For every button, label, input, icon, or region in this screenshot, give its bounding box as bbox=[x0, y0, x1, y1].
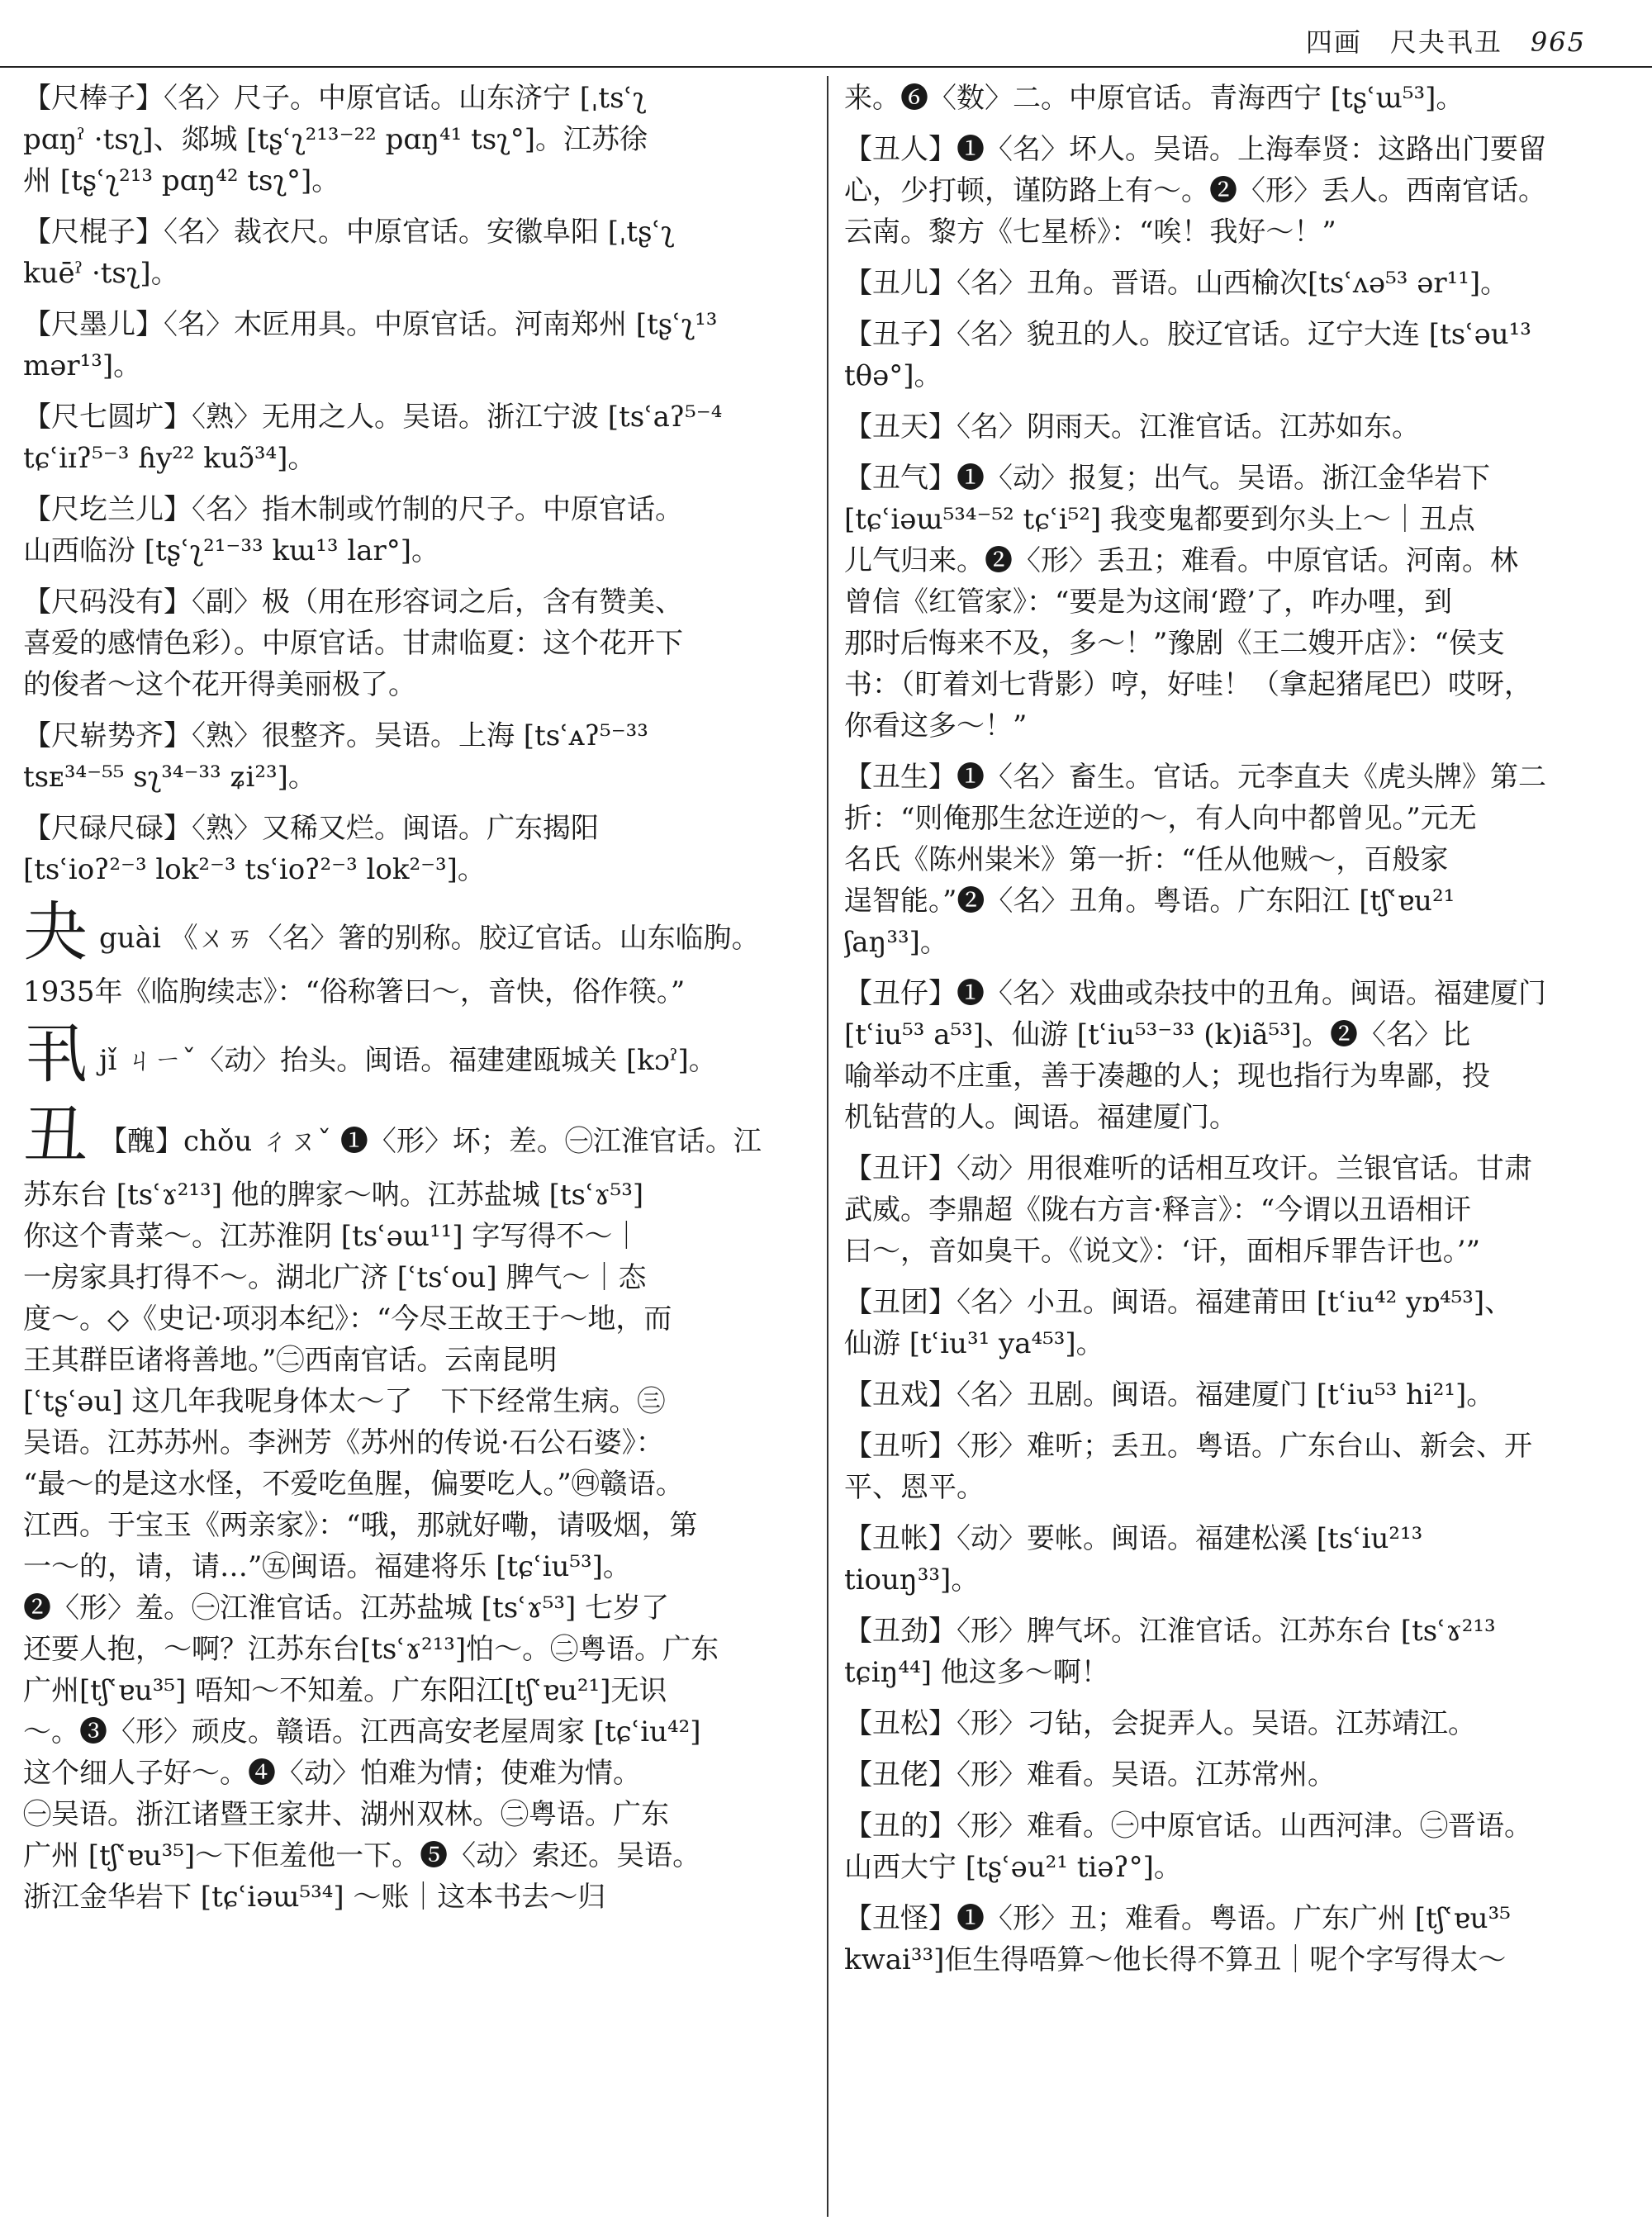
entry-text-line: tɕʿiɪʔ⁵⁻³ ɦy²² kuɔ̃³⁴]。 bbox=[23, 442, 316, 475]
entry-headword-line: 【丑的】〈形〉难看。㊀中原官话。山西河津。㊁晋语。 bbox=[844, 1810, 1532, 1843]
entry-text-line: [tʿiu⁵³ a⁵³]、仙游 [tʿiu⁵³⁻³³ (k)iã⁵³]。❷〈名〉比 bbox=[844, 1018, 1471, 1051]
head-character-entry bbox=[23, 895, 812, 1013]
entry-headword-line: 【丑怪】❶〈形〉丑；难看。粤语。广东广州 [tʃʿɐu³⁵ bbox=[844, 1902, 1511, 1935]
entry-text-line: [tsʿioʔ²⁻³ lok²⁻³ tsʿioʔ²⁻³ lok²⁻³]。 bbox=[23, 853, 486, 886]
entry-text-line: 曰～，音如臭干。《说文》：‘讦，面相斥罪告讦也。’” bbox=[844, 1235, 1480, 1268]
page-number: 965 bbox=[1530, 26, 1586, 58]
dictionary-entry bbox=[844, 757, 1637, 963]
entry-headword-line: 【尺碌尺碌】〈熟〉又稀又烂。闽语。广东揭阳 bbox=[23, 812, 599, 845]
entry-headword-line: 【丑儿】〈名〉丑角。晋语。山西榆次[tsʿʌə⁵³ ər¹¹]。 bbox=[844, 267, 1509, 300]
entry-headword-line: 【丑子】〈名〉貌丑的人。胶辽官话。辽宁大连 [tsʿəu¹³ bbox=[844, 318, 1531, 351]
entry-headword-line: 【丑人】❶〈名〉坏人。吴语。上海奉贤：这路出门要留 bbox=[844, 133, 1546, 166]
entry-headword-line: 【丑生】❶〈名〉畜生。官话。元李直夫《虎头牌》第二 bbox=[844, 761, 1546, 794]
entry-text-line bbox=[23, 1098, 812, 1174]
dictionary-entry bbox=[844, 1426, 1637, 1508]
head-character: 夬 bbox=[23, 895, 88, 970]
running-head bbox=[1306, 21, 1586, 59]
entry-text-line: 吴语。江苏苏州。李洲芳《苏州的传说·石公石婆》： bbox=[23, 1426, 664, 1459]
dictionary-entry bbox=[844, 314, 1637, 396]
entry-text-line: 一～的，请，请…”㊄闽语。福建将乐 [tɕʿiu⁵³]。 bbox=[23, 1550, 631, 1583]
dictionary-entry bbox=[844, 129, 1637, 253]
entry-text-line: mər¹³]。 bbox=[23, 349, 142, 382]
entry-headword-line: 【尺圪兰儿】〈名〉指木制或竹制的尺子。中原官话。 bbox=[23, 493, 683, 526]
header-rule bbox=[0, 66, 1652, 68]
entry-text-line: tiouŋ³³]。 bbox=[844, 1563, 980, 1597]
entry-text-line: 喜爱的感情色彩）。中原官话。甘肃临夏：这个花开下 bbox=[23, 627, 683, 660]
entry-text-line: 苏东台 [tsʿɤ²¹³] 他的脾家～呐。江苏盐城 [tsʿɤ⁵³] bbox=[23, 1179, 644, 1212]
entry-text-line: 1935年《临朐续志》：“俗称箸曰～，音快，俗作筷。” bbox=[23, 975, 686, 1008]
entry-text-line: “最～的是这水怪，不爱吃鱼腥，偏要吃人。”㊃赣语。 bbox=[23, 1468, 684, 1501]
entry-text-line: 书：（盯着刘七背影）哼，好哇！（拿起猪尾巴）哎呀， bbox=[844, 668, 1532, 701]
entry-headword-line: 【丑戏】〈名〉丑剧。闽语。福建厦门 [tʿiu⁵³ hi²¹]。 bbox=[844, 1378, 1495, 1412]
right-entries bbox=[844, 78, 1637, 1981]
column-divider bbox=[827, 76, 828, 2217]
dictionary-entry bbox=[23, 78, 812, 202]
entry-headword-line: 【尺墨儿】〈名〉木匠用具。中原官话。河南郑州 [tʂʿʅ¹³ bbox=[23, 308, 718, 341]
dictionary-entry bbox=[844, 406, 1637, 448]
entry-text-line: tsᴇ³⁴⁻⁵⁵ sʅ³⁴⁻³³ ʑi²³]。 bbox=[23, 761, 316, 794]
head-character-entry bbox=[23, 1098, 812, 1918]
entry-text-line: 广州 [tʃʿɐu³⁵]～下佢羞他一下。❺〈动〉索还。吴语。 bbox=[23, 1839, 701, 1872]
entry-text-line: 那时后悔来不及，多～！”豫剧《王二嫂开店》：“侯支 bbox=[844, 627, 1505, 660]
dictionary-entry bbox=[23, 581, 812, 705]
entry-text-line: ʃaŋ³³]。 bbox=[844, 926, 948, 959]
entry-text-line: 仙游 [tʿiu³¹ ya⁴⁵³]。 bbox=[844, 1327, 1104, 1360]
page-header bbox=[50, 0, 1619, 64]
entry-text-line: kwai³³]佢生得唔算～他长得不算丑｜呢个字写得太～ bbox=[844, 1943, 1507, 1976]
entry-text-line: 浙江金华岩下 [tɕʿiəɯ⁵³⁴] ～账｜这本书去～归 bbox=[23, 1881, 606, 1914]
entry-headword-line: 【丑佬】〈形〉难看。吴语。江苏常州。 bbox=[844, 1758, 1336, 1791]
entry-text-line: 武威。李鼎超《陇右方言·释言》：“今谓以丑语相讦 bbox=[844, 1193, 1472, 1226]
dictionary-entry bbox=[844, 1518, 1637, 1601]
entry-text-line: 名氏《陈州粜米》第一折：“任从他贼～，百般家 bbox=[844, 843, 1449, 876]
dictionary-entry bbox=[844, 973, 1637, 1138]
dictionary-entry bbox=[844, 78, 1637, 119]
dictionary-entry bbox=[23, 396, 812, 479]
dictionary-entry bbox=[844, 1703, 1637, 1744]
entry-text-line: 山西大宁 [tʂʿəu²¹ tiəʔ°]。 bbox=[844, 1851, 1182, 1884]
entry-text-line: 江西。于宝玉《两亲家》：“哦，那就好嘞，请吸烟，第 bbox=[23, 1509, 698, 1542]
entry-text-line: 广州[tʃʿɐu³⁵] 唔知～不知羞。广东阳江[tʃʿɐu²¹]无识 bbox=[23, 1674, 667, 1707]
dictionary-entry bbox=[23, 808, 812, 890]
head-character: 丮 bbox=[23, 1018, 88, 1092]
entry-text-line: 机钻营的人。闽语。福建厦门。 bbox=[844, 1101, 1237, 1134]
entry-text-line: ㊀吴语。浙江诸暨王家井、湖州双林。㊁粤语。广东 bbox=[23, 1798, 669, 1831]
entry-text-line: 儿气归来。❷〈形〉丢丑；难看。中原官话。河南。林 bbox=[844, 544, 1518, 577]
entry-text-line: 的俊者～这个花开得美丽极了。 bbox=[23, 668, 416, 701]
entry-headword-line: 来。❻〈数〉二。中原官话。青海西宁 [tʂʿɯ⁵³]。 bbox=[844, 82, 1464, 115]
entry-headword-line: 【丑团】〈名〉小丑。闽语。福建莆田 [tʿiu⁴² yɒ⁴⁵³]、 bbox=[844, 1286, 1513, 1319]
entry-text-line: 逞智能。”❷〈名〉丑角。粤语。广东阳江 [tʃʿɐu²¹ bbox=[844, 885, 1455, 918]
entry-headword-line: 【丑听】〈形〉难听；丢丑。粤语。广东台山、新会、开 bbox=[844, 1430, 1532, 1463]
entry-definition: jǐ ㄐㄧˇ〈动〉抬头。闽语。福建建瓯城关 [kɔˀ]。 bbox=[99, 1044, 717, 1077]
entry-headword-line: 【丑劲】〈形〉脾气坏。江淮官话。江苏东台 [tsʿɤ²¹³ bbox=[844, 1615, 1496, 1648]
entry-headword-line: 【尺崭势齐】〈熟〉很整齐。吴语。上海 [tsʿᴀʔ⁵⁻³³ bbox=[23, 719, 648, 752]
entry-headword-line: 【丑帐】〈动〉要帐。闽语。福建松溪 [tsʿiu²¹³ bbox=[844, 1522, 1423, 1555]
entry-text-line bbox=[23, 1018, 812, 1094]
entry-text-line: [ʿtʂʿəu] 这几年我呢身体太～了 下下经常生病。㊂ bbox=[23, 1385, 666, 1418]
entry-headword-line: 【尺棒子】〈名〉尺子。中原官话。山东济宁 [ˌtsʿʅ bbox=[23, 82, 647, 115]
entry-definition: guài 《ㄨㄞ〈名〉箸的别称。胶辽官话。山东临朐。 bbox=[99, 922, 760, 955]
entry-headword-line: 【丑气】❶〈动〉报复；出气。吴语。浙江金华岩下 bbox=[844, 462, 1490, 495]
dictionary-entry bbox=[844, 1611, 1637, 1693]
entry-text-line: 你看这多～！” bbox=[844, 709, 1028, 743]
head-character-entry bbox=[23, 1018, 812, 1094]
entry-headword-line: 【尺码没有】〈副〉极（用在形容词之后，含有赞美、 bbox=[23, 586, 683, 619]
entry-text-line: 度～。◇《史记·项羽本纪》：“今尽王故王于～地，而 bbox=[23, 1302, 672, 1336]
entry-text-line: pɑŋˀ ·tsʅ]、郯城 [tʂʿʅ²¹³⁻²² pɑŋ⁴¹ tsʅ°]。江苏徐 bbox=[23, 123, 648, 156]
entry-text-line: 云南。黎方《七星桥》：“唉！我好～！” bbox=[844, 216, 1336, 249]
entry-text-line: 曾信《红管家》：“要是为这闹‘蹬’了，咋办哩，到 bbox=[844, 586, 1452, 619]
section-title: 四画 尺夬丮丑 bbox=[1305, 26, 1502, 58]
left-entries bbox=[23, 78, 812, 890]
entry-text-line: 你这个青菜～。江苏淮阴 [tsʿəɯ¹¹] 字写得不～｜ bbox=[23, 1220, 641, 1253]
dictionary-entry bbox=[844, 1805, 1637, 1888]
entry-headword-line: 【丑天】〈名〉阴雨天。江淮官话。江苏如东。 bbox=[844, 410, 1420, 444]
entry-text-line: 王其群臣诸将善地。”㊁西南官话。云南昆明 bbox=[23, 1344, 558, 1377]
entry-text-line: 州 [tʂʿʅ²¹³ pɑŋ⁴² tsʅ°]。 bbox=[23, 164, 340, 197]
entry-text-line: 山西临汾 [tʂʿʅ²¹⁻³³ kɯ¹³ lar°]。 bbox=[23, 534, 440, 567]
head-character: 丑 bbox=[23, 1098, 88, 1173]
entry-headword-line: 【尺棍子】〈名〉裁衣尺。中原官话。安徽阜阳 [ˌtʂʿʅ bbox=[23, 216, 675, 249]
entry-headword-line: 【丑松】〈形〉刁钻，会捉弄人。吴语。江苏靖江。 bbox=[844, 1707, 1476, 1740]
entry-headword-line: 【丑讦】〈动〉用很难听的话相互攻讦。兰银官话。甘肃 bbox=[844, 1152, 1532, 1185]
dictionary-entry bbox=[844, 263, 1637, 304]
entry-text-line: 折：“则俺那生忿迕逆的～，有人向中都曾见。”元无 bbox=[844, 802, 1477, 835]
head-character-entries bbox=[23, 895, 812, 1918]
entry-text-line: ～。❸〈形〉顽皮。赣语。江西高安老屋周家 [tɕʿiu⁴²] bbox=[23, 1715, 701, 1748]
dictionary-entry bbox=[844, 458, 1637, 747]
dictionary-entry bbox=[844, 1898, 1637, 1981]
dictionary-entry bbox=[844, 1148, 1637, 1272]
dictionary-entry bbox=[844, 1374, 1637, 1416]
dictionary-entry bbox=[23, 489, 812, 572]
left-column bbox=[23, 78, 812, 2222]
dictionary-entry bbox=[23, 211, 812, 294]
entry-text-line: kuēˀ ·tsʅ]。 bbox=[23, 257, 179, 290]
entry-text-line bbox=[23, 895, 812, 971]
entry-text-line: [tɕʿiəɯ⁵³⁴⁻⁵² tɕʿi⁵²] 我变鬼都要到尔头上～｜丑点 bbox=[844, 503, 1475, 536]
entry-text-line: 喻举动不庄重，善于凑趣的人；现也指行为卑鄙，投 bbox=[844, 1060, 1490, 1093]
entry-text-line: 这个细人子好～。❹〈动〉怕难为情；使难为情。 bbox=[23, 1757, 641, 1790]
entry-text-line: tθə°]。 bbox=[844, 359, 942, 392]
entry-headword-line: 【尺七圆圹】〈熟〉无用之人。吴语。浙江宁波 [tsʿaʔ⁵⁻⁴ bbox=[23, 401, 723, 434]
entry-text-line: ❷〈形〉羞。㊀江淮官话。江苏盐城 [tsʿɤ⁵³] 七岁了 bbox=[23, 1592, 670, 1625]
dictionary-entry bbox=[23, 715, 812, 798]
entry-headword-line: 【丑仔】❶〈名〉戏曲或杂技中的丑角。闽语。福建厦门 bbox=[844, 977, 1546, 1010]
entry-text-line: 还要人抱，～啊？江苏东台[tsʿɤ²¹³]怕～。㊁粤语。广东 bbox=[23, 1633, 719, 1666]
dictionary-entry bbox=[844, 1282, 1637, 1364]
right-column bbox=[844, 78, 1637, 2222]
dictionary-entry bbox=[844, 1754, 1637, 1796]
dictionary-entry bbox=[23, 304, 812, 387]
entry-text-line: tɕiŋ⁴⁴] 他这多～啊！ bbox=[844, 1656, 1109, 1689]
entry-text-line: 心，少打顿，谨防路上有～。❷〈形〉丢人。西南官话。 bbox=[844, 174, 1546, 207]
entry-text-line: 平、恩平。 bbox=[844, 1471, 985, 1504]
entry-text-line: 一房家具打得不～。湖北广济 [ʿtsʿou] 脾气～｜态 bbox=[23, 1261, 647, 1294]
entry-definition: 【醜】chǒu ㄔㄡˇ ❶〈形〉坏；差。㊀江淮官话。江 bbox=[99, 1125, 762, 1158]
